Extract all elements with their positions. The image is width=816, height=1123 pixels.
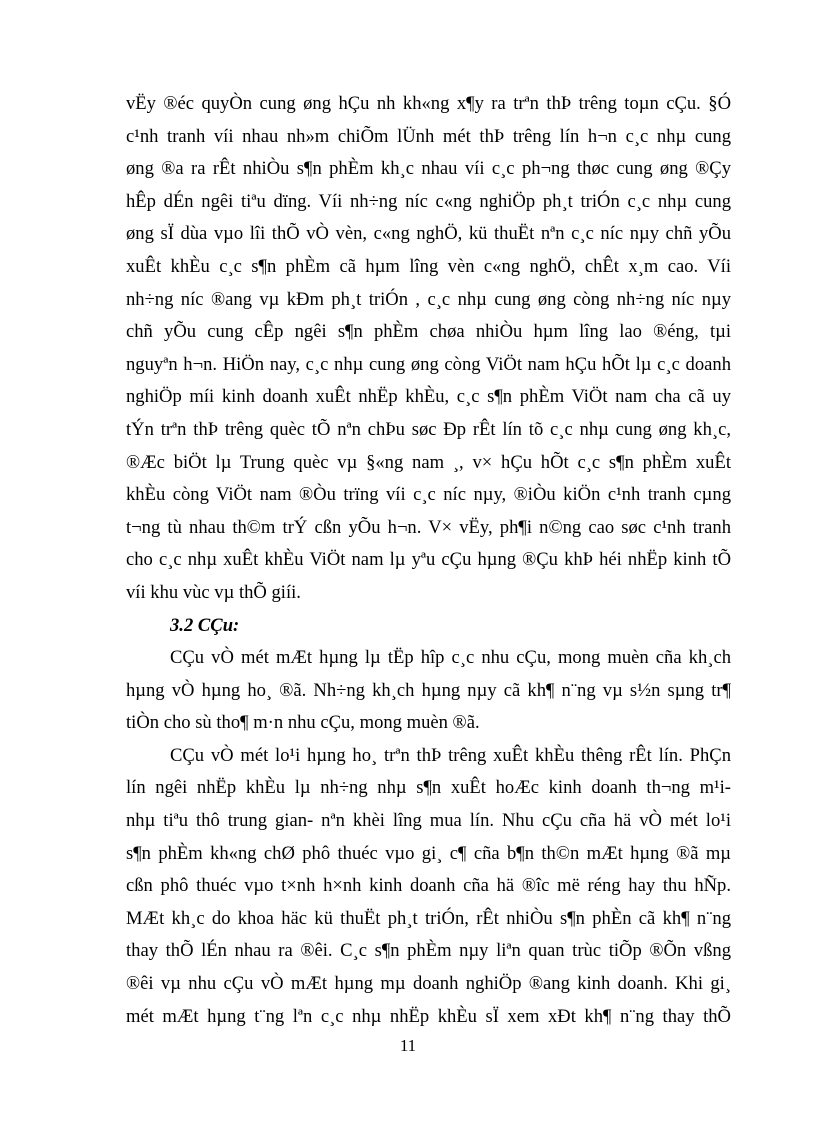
text-line: CÇu vÒ mét lo¹i hµng ho¸ trªn thÞ trêng xuÊt khÈu thêng rÊt lín. PhÇn <box>170 744 731 766</box>
paragraph-3 <box>126 740 731 1033</box>
text-line: vËy ®éc quyÒn cung øng hÇu nh kh«ng x¶y ra trªn thÞ trêng toµn cÇu. §Ó <box>126 93 731 114</box>
text-line: ®êi vµ nhu cÇu vÒ mÆt hµng mµ doanh nghiÖp ®ang kinh doanh. Khi gi¸ <box>126 973 731 995</box>
section-heading: 3.2 CÇu: <box>170 614 240 636</box>
text-line: thay thÕ lÉn nhau ra ®êi. C¸c s¶n phÈm nµy liªn quan trùc tiÕp ®Õn vßng <box>126 940 731 962</box>
text-line: nhµ tiªu thô trung gian- nªn khèi lîng mua lín. Nhu cÇu cña hä vÒ mét lo¹i <box>126 810 731 832</box>
text-line: hµng vÒ hµng ho¸ ®ã. Nh÷ng kh¸ch hµng nµy cã kh¶ n¨ng vµ s½n sµng tr¶ <box>126 679 731 701</box>
text-line: t¬ng tù nhau th©m trÝ cßn yÕu h¬n. V× vËy, ph¶i n©ng cao søc c¹nh tranh <box>126 516 731 538</box>
body-text <box>126 88 731 1033</box>
paragraph-2 <box>126 642 731 740</box>
text-line: CÇu vÒ mét mÆt hµng lµ tËp hîp c¸c nhu cÇu, mong muèn cña kh¸ch <box>170 647 731 669</box>
text-line: tÝn trªn thÞ trêng quèc tÕ nªn chÞu søc Ðp rÊt lín tõ c¸c nhµ cung øng kh¸c, <box>126 418 731 440</box>
text-line: víi khu vùc vµ thÕ giíi. <box>126 581 301 603</box>
text-line: xuÊt khÈu c¸c s¶n phÈm cã hµm lîng vèn c«ng nghÖ, chÊt x¸m cao. Víi <box>126 255 731 277</box>
page-number: 11 <box>399 1036 417 1055</box>
text-line: mét mÆt hµng t¨ng lªn c¸c nhµ nhËp khÈu sÏ xem xÐt kh¶ n¨ng thay thÕ <box>126 1005 731 1027</box>
text-line: nghiÖp míi kinh doanh xuÊt nhËp khÈu, c¸c s¶n phÈm ViÖt nam cha cã uy <box>126 386 731 408</box>
text-line: cßn phô thuéc vµo t×nh h×nh kinh doanh cña hä ®îc më réng hay thu hÑp. <box>126 875 731 897</box>
text-line: c¹nh tranh víi nhau nh»m chiÕm lÜnh mét thÞ trêng lín h¬n c¸c nhµ cung <box>126 125 731 147</box>
text-line: chñ yÕu cung cÊp ngêi s¶n phÈm chøa nhiÒu hµm lîng lao ®éng, tµi <box>126 321 731 343</box>
text-line: khÈu còng ViÖt nam ®Òu trïng víi c¸c níc nµy, ®iÒu kiÖn c¹nh tranh cµng <box>126 484 731 506</box>
text-line: nguyªn h¬n. HiÖn nay, c¸c nhµ cung øng còng ViÖt nam hÇu hÕt lµ c¸c doanh <box>126 353 731 375</box>
paragraph-1 <box>126 88 731 610</box>
text-line: cho c¸c nhµ xuÊt khÈu ViÖt nam lµ yªu cÇu hµng ®Çu khÞ héi nhËp kinh tÕ <box>126 549 731 571</box>
text-line: ®Æc biÖt lµ Trung quèc vµ §«ng nam ¸, v× hÇu hÕt c¸c s¶n phÈm xuÊt <box>126 451 731 473</box>
text-line: nh÷ng níc ®ang vµ kÐm ph¸t triÓn , c¸c nhµ cung øng còng nh÷ng níc nµy <box>126 288 731 310</box>
text-line: hÊp dÉn ngêi tiªu dïng. Víi nh÷ng níc c«ng nghiÖp ph¸t triÓn c¸c nhµ cung <box>126 190 731 212</box>
text-line: s¶n phÈm kh«ng chØ phô thuéc vµo gi¸ c¶ cña b¶n th©n mÆt hµng ®ã mµ <box>126 842 731 864</box>
text-line: MÆt kh¸c do khoa häc kü thuËt ph¸t triÓn, rÊt nhiÒu s¶n phÈn cã kh¶ n¨ng <box>126 907 731 929</box>
text-line: øng ®a ra rÊt nhiÒu s¶n phÈm kh¸c nhau víi c¸c ph¬ng thøc cung øng ®Çy <box>126 158 731 180</box>
text-line: lín ngêi nhËp khÈu lµ nh÷ng nhµ s¶n xuÊt hoÆc kinh doanh th¬ng m¹i- <box>126 777 731 799</box>
text-line: tiÒn cho sù tho¶ m·n nhu cÇu, mong muèn ®ã. <box>126 712 480 734</box>
text-line: øng sÏ dùa vµo lîi thÕ vÒ vèn, c«ng nghÖ, kü thuËt nªn c¸c níc nµy chñ yÕu <box>126 223 731 245</box>
